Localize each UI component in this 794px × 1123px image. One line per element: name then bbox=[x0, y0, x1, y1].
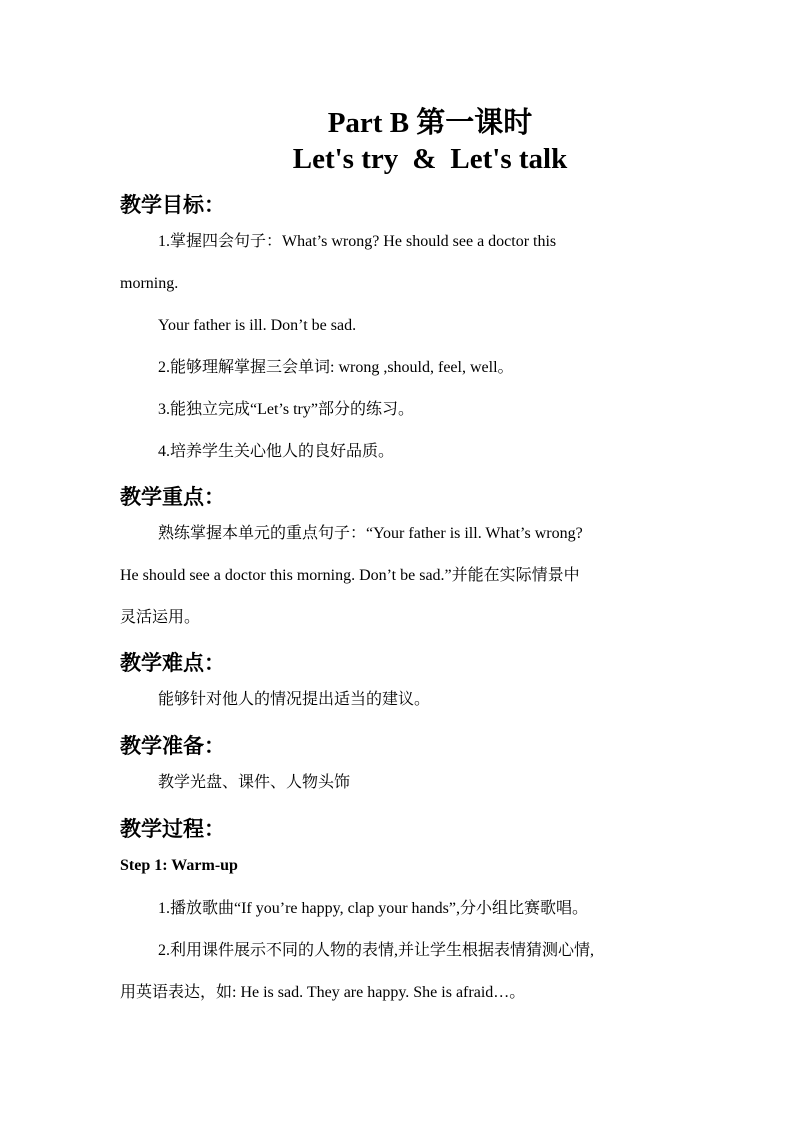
key-points-line-1: 熟练掌握本单元的重点句子：“Your father is ill. What’s wrong? bbox=[158, 525, 583, 542]
section-heading-process: 教学过程： bbox=[120, 817, 225, 841]
process-item-1: 1.播放歌曲“If you’re happy, clap your hands”,分小组比赛歌唱。 bbox=[158, 900, 588, 917]
objective-1-line-2: morning. bbox=[120, 275, 179, 292]
objective-1-line-1: 1.掌握四会句子：What’s wrong? He should see a doctor this bbox=[158, 233, 557, 250]
key-points-line-3: 灵活运用。 bbox=[120, 609, 201, 626]
objective-2: 2.能够理解掌握三会单词: wrong ,should, feel, well。 bbox=[158, 359, 514, 376]
page-title: Part B 第一课时 bbox=[327, 107, 533, 139]
subtitle-left: Let's try bbox=[292, 143, 399, 175]
process-item-2-line-2: 用英语表达，如: He is sad. They are happy. She is afraid…。 bbox=[120, 984, 526, 1001]
step-1-heading: Step 1: Warm-up bbox=[120, 857, 238, 874]
objective-1-line-3: Your father is ill. Don’t be sad. bbox=[158, 317, 357, 334]
subtitle-ampersand: & bbox=[412, 143, 437, 175]
page-subtitle bbox=[0, 143, 794, 176]
section-heading-key-points: 教学重点： bbox=[120, 485, 225, 509]
section-heading-preparation: 教学准备： bbox=[120, 734, 225, 758]
difficulties-line-1: 能够针对他人的情况提出适当的建议。 bbox=[158, 691, 431, 708]
section-heading-difficulties: 教学难点： bbox=[120, 651, 225, 675]
key-points-line-2: He should see a doctor this morning. Don’t be sad.”并能在实际情景中 bbox=[120, 567, 580, 584]
section-heading-objectives: 教学目标： bbox=[120, 193, 225, 217]
preparation-line-1: 教学光盘、课件、人物头饰 bbox=[158, 774, 351, 791]
subtitle-right: Let's talk bbox=[450, 143, 568, 175]
objective-4: 4.培养学生关心他人的良好品质。 bbox=[158, 443, 395, 460]
objective-3: 3.能独立完成“Let’s try”部分的练习。 bbox=[158, 401, 414, 418]
process-item-2-line-1: 2.利用课件展示不同的人物的表情,并让学生根据表情猜测心情, bbox=[158, 942, 595, 959]
